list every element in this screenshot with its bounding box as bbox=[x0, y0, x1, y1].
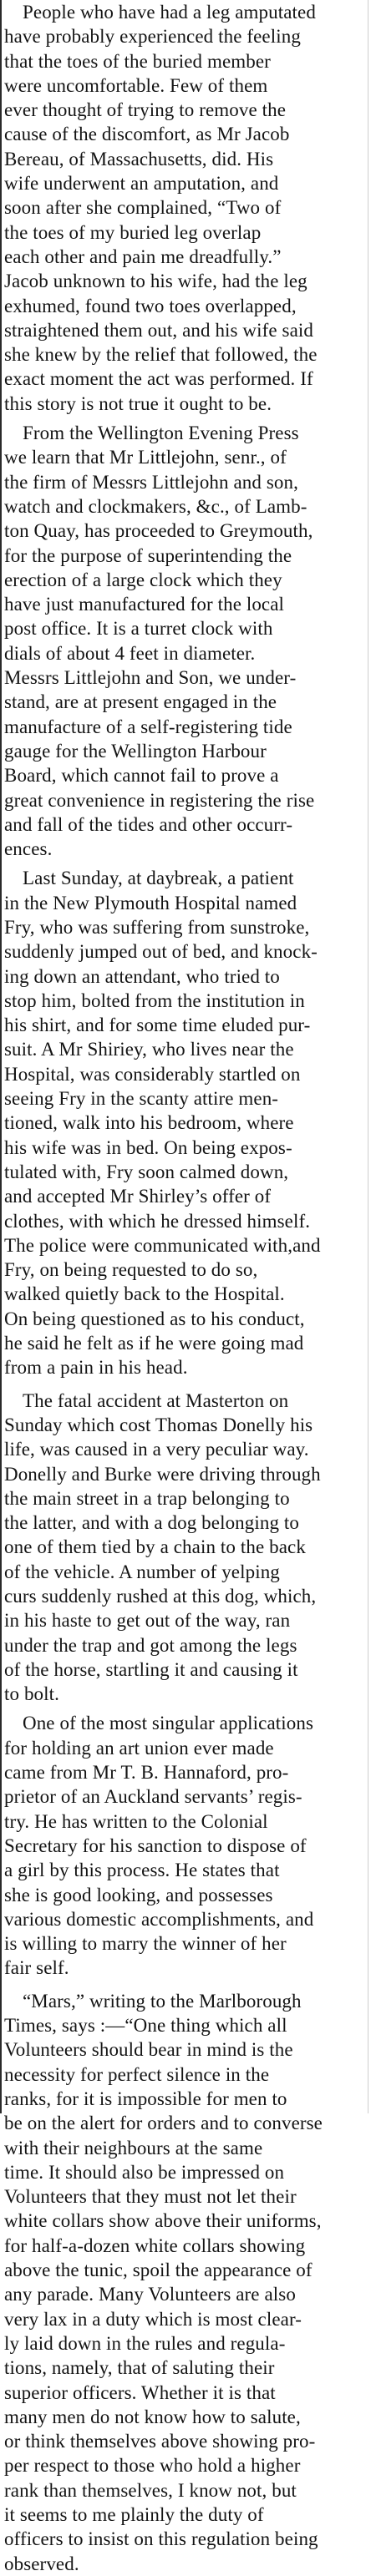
text-line: Sunday which cost Thomas Donelly his bbox=[4, 1414, 313, 1435]
text-line: Last Sunday, at daybreak, a patient bbox=[23, 868, 294, 889]
text-line: officers to insist on this regulation being bbox=[4, 2528, 318, 2550]
text-line: curs suddenly rushed at this dog, which, bbox=[4, 1586, 317, 1607]
text-line: tioned, walk into his bedroom, where bbox=[4, 1112, 294, 1134]
text-line: On being questioned as to his conduct, bbox=[4, 1308, 305, 1329]
news-paragraph bbox=[4, 1711, 365, 1980]
text-line: Times, says :—“One thing which all bbox=[4, 2015, 287, 2037]
text-line: any parade. Many Volunteers are also bbox=[4, 2284, 296, 2305]
text-line: the latter, and with a dog belonging to bbox=[4, 1512, 300, 1534]
text-line: this story is not true it ought to be. bbox=[4, 392, 272, 414]
text-line: exact moment the act was performed. If bbox=[4, 368, 313, 390]
text-line: have probably experienced the feeling bbox=[4, 26, 301, 48]
text-line: fair self. bbox=[4, 1957, 69, 1979]
text-line: a girl by this process. He states that bbox=[4, 1860, 280, 1881]
text-line: many men do not know how to salute, bbox=[4, 2406, 301, 2427]
text-line: The police were communicated with,and bbox=[4, 1234, 321, 1256]
text-line: have just manufactured for the local bbox=[4, 594, 285, 615]
text-line: for holding an art union ever made bbox=[4, 1737, 274, 1759]
text-line: Fry, who was suffering from sunstroke, bbox=[4, 916, 310, 938]
text-line: “Mars,” writing to the Marlborough bbox=[23, 1990, 302, 2012]
text-line: People who have had a leg amputated bbox=[23, 2, 316, 23]
text-line: One of the most singular applications bbox=[23, 1713, 313, 1734]
text-line: came from Mr T. B. Hannaford, pro- bbox=[4, 1762, 289, 1784]
text-line: one of them tied by a chain to the back bbox=[4, 1536, 306, 1558]
text-line: suddenly jumped out of bed, and knock- bbox=[4, 941, 318, 963]
text-line: exhumed, found two toes overlapped, bbox=[4, 295, 297, 316]
text-line: watch and clockmakers, &c., of Lamb- bbox=[4, 495, 307, 517]
news-paragraph bbox=[4, 1389, 365, 1707]
text-line: of the horse, startling it and causing it bbox=[4, 1658, 298, 1680]
text-line: suit. A Mr Shiriey, who lives near the bbox=[4, 1039, 294, 1060]
text-line: walked quietly back to the Hospital. bbox=[4, 1283, 285, 1305]
text-line: with their neighbours at the same bbox=[4, 2137, 263, 2158]
text-line: be on the alert for orders and to converse bbox=[4, 2113, 323, 2134]
text-line: that the toes of the buried member bbox=[4, 50, 271, 72]
text-line: of the vehicle. A number of yelping bbox=[4, 1561, 280, 1582]
text-line: it seems to me plainly the duty of bbox=[4, 2503, 264, 2525]
text-line: stand, are at present engaged in the bbox=[4, 691, 277, 713]
text-line: superior officers. Whether it is that bbox=[4, 2381, 276, 2403]
text-line: rank than themselves, I know not, but bbox=[4, 2479, 297, 2501]
text-line: time. It should also be impressed on bbox=[4, 2161, 285, 2183]
text-line: in his haste to get out of the way, ran bbox=[4, 1610, 291, 1632]
text-line: he said he felt as if he were going mad bbox=[4, 1333, 304, 1354]
text-line: and accepted Mr Shirley’s offer of bbox=[4, 1186, 272, 1207]
text-line: for half-a-dozen white collars showing bbox=[4, 2234, 306, 2256]
text-line: ranks, for it is impossible for men to bbox=[4, 2088, 287, 2109]
text-line: were uncomfortable. Few of them bbox=[4, 74, 268, 96]
text-line: cause of the discomfort, as Mr Jacob bbox=[4, 124, 290, 145]
text-line: each other and pain me dreadfully.” bbox=[4, 245, 282, 267]
news-paragraph bbox=[4, 1989, 365, 2576]
newspaper-column bbox=[4, 0, 365, 2574]
text-line: Bereau, of Massachusetts, did. His bbox=[4, 148, 274, 170]
text-line: wife underwent an amputation, and bbox=[4, 173, 279, 195]
text-line: seeing Fry in the scanty attire men- bbox=[4, 1088, 279, 1110]
text-line: dials of about 4 feet in diameter. bbox=[4, 642, 256, 664]
text-line: per respect to those who hold a higher bbox=[4, 2455, 301, 2477]
text-line: clothes, with which he dressed himself. bbox=[4, 1210, 311, 1232]
text-line: straightened them out, and his wife said bbox=[4, 319, 314, 341]
text-line: Donelly and Burke were driving through bbox=[4, 1463, 321, 1485]
text-line: tions, namely, that of saluting their bbox=[4, 2357, 275, 2379]
text-line: soon after she complained, “Two of bbox=[4, 197, 282, 219]
text-line: gauge for the Wellington Harbour bbox=[4, 740, 267, 762]
text-line: to bolt. bbox=[4, 1683, 59, 1705]
text-line: Jacob unknown to his wife, had the leg bbox=[4, 271, 307, 292]
paragraph-gap bbox=[4, 1981, 365, 1989]
text-line: the main street in a trap belonging to bbox=[4, 1487, 290, 1509]
text-line: necessity for perfect silence in the bbox=[4, 2063, 270, 2085]
text-line: Hospital, was considerably startled on bbox=[4, 1063, 301, 1085]
text-line: his shirt, and for some time eluded pur- bbox=[4, 1015, 311, 1036]
text-line: white collars show above their uniforms, bbox=[4, 2210, 322, 2232]
text-line: Messrs Littlejohn and Son, we under- bbox=[4, 667, 297, 689]
text-line: from a pain in his head. bbox=[4, 1357, 188, 1379]
paragraph-gap bbox=[4, 1380, 365, 1389]
text-line: ences. bbox=[4, 838, 53, 860]
text-line: ton Quay, has proceeded to Greymouth, bbox=[4, 520, 313, 542]
text-line: very lax in a duty which is most clear- bbox=[4, 2308, 302, 2330]
text-line: above the tunic, spoil the appearance of bbox=[4, 2260, 313, 2281]
text-line: try. He has written to the Colonial bbox=[4, 1810, 268, 1832]
text-line: stop him, bolted from the institution in bbox=[4, 989, 305, 1011]
text-line: we learn that Mr Littlejohn, senr., of bbox=[4, 447, 287, 468]
text-line: under the trap and got among the legs bbox=[4, 1634, 297, 1656]
text-line: the toes of my buried leg overlap bbox=[4, 221, 262, 243]
news-paragraph bbox=[4, 866, 365, 1379]
text-line: Fry, on being requested to do so, bbox=[4, 1259, 258, 1281]
text-line: Secretary for his sanction to dispose of bbox=[4, 1835, 307, 1856]
text-line: Volunteers that they must not let their bbox=[4, 2186, 297, 2208]
text-line: ly laid down in the rules and regula- bbox=[4, 2332, 286, 2354]
text-line: ever thought of trying to remove the bbox=[4, 99, 287, 121]
text-line: is willing to marry the winner of her bbox=[4, 1933, 287, 1955]
text-line: tulated with, Fry soon calmed down, bbox=[4, 1161, 289, 1182]
text-line: in the New Plymouth Hospital named bbox=[4, 892, 297, 913]
text-line: and fall of the tides and other occurr- bbox=[4, 813, 293, 835]
text-line: observed. bbox=[4, 2553, 79, 2574]
text-line: various domestic accomplishments, and bbox=[4, 1908, 314, 1930]
text-line: ing down an attendant, who tried to bbox=[4, 965, 280, 987]
text-line: his wife was in bed. On being expos- bbox=[4, 1136, 292, 1158]
text-line: prietor of an Auckland servants’ regis- bbox=[4, 1786, 302, 1808]
text-line: she is good looking, and possesses bbox=[4, 1884, 273, 1905]
text-line: great convenience in registering the rise bbox=[4, 789, 315, 811]
text-line: post office. It is a turret clock with bbox=[4, 618, 273, 640]
text-line: manufacture of a self-registering tide bbox=[4, 716, 292, 737]
text-line: the firm of Messrs Littlejohn and son, bbox=[4, 471, 298, 493]
text-line: Board, which cannot fail to prove a bbox=[4, 765, 279, 787]
news-paragraph bbox=[4, 421, 365, 861]
column-left-rule bbox=[0, 0, 2, 2113]
news-paragraph bbox=[4, 0, 365, 416]
text-line: she knew by the relief that followed, the bbox=[4, 344, 318, 366]
text-line: life, was caused in a very peculiar way. bbox=[4, 1439, 309, 1460]
text-line: Volunteers should bear in mind is the bbox=[4, 2039, 293, 2061]
text-line: for the purpose of superintending the bbox=[4, 544, 292, 566]
text-line: erection of a large clock which they bbox=[4, 569, 282, 590]
text-line: or think themselves above showing pro- bbox=[4, 2431, 316, 2452]
text-line: The fatal accident at Masterton on bbox=[23, 1389, 289, 1411]
text-line: From the Wellington Evening Press bbox=[23, 423, 299, 444]
